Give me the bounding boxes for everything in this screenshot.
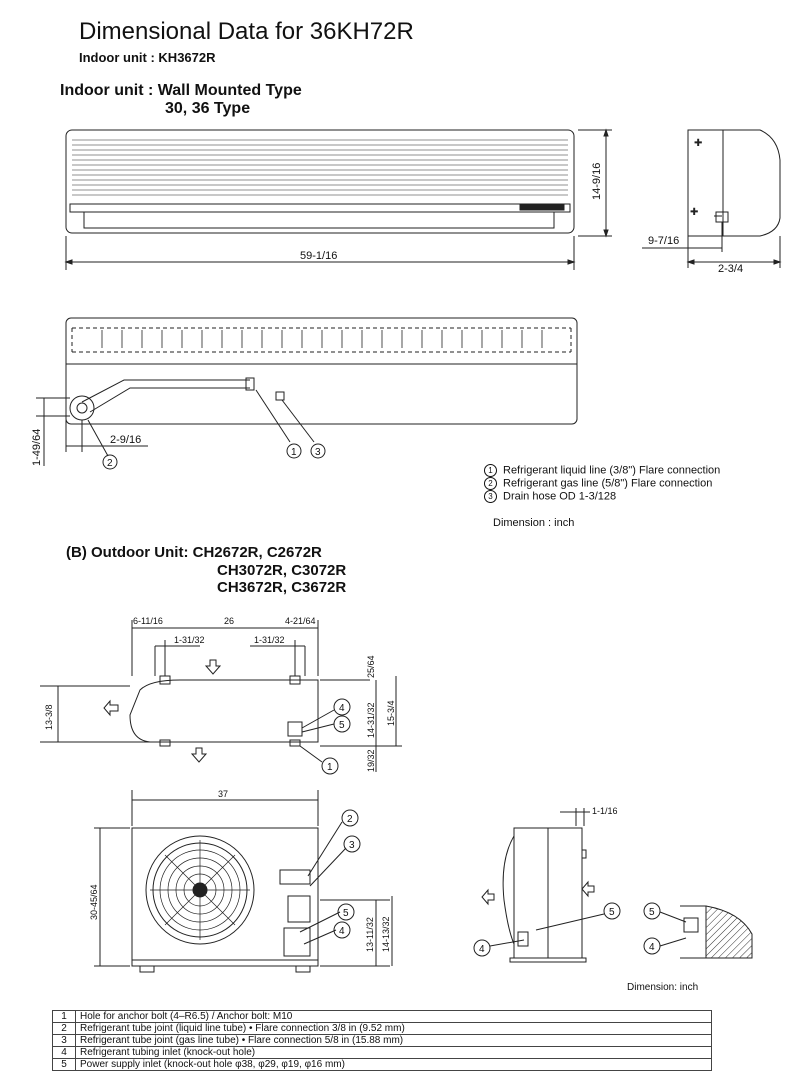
indoor-height-label: 14-9/16 [591,162,603,200]
outdoor-r1-label: 25/64 [366,655,376,678]
callout-number: 1 [291,447,297,458]
table-row [53,1035,712,1047]
indoor-heading: Indoor unit : Wall Mounted Type [60,82,302,99]
note-number: 2 [53,1023,76,1035]
indoor-pipe-height-label: 1-49/64 [31,428,43,466]
indoor-dimension-note: Dimension : inch [493,517,575,529]
outdoor-heading [66,544,322,561]
indoor-legend-item [484,490,616,503]
outdoor-front-width-label: 37 [218,789,229,799]
note-number: 3 [53,1035,76,1047]
outdoor-models-line1: CH2672R, C2672R [192,544,322,561]
note-number: 1 [53,1011,76,1023]
outdoor-models-line3: CH3672R, C3672R [217,579,347,596]
outdoor-front-h2-label: 14-13/32 [381,916,391,952]
callout-number: 4 [649,942,655,953]
page-title: Dimensional Data for 36KH72R [79,18,414,45]
outdoor-depth-label: 13-3/8 [44,704,54,730]
callout-number: 2 [347,814,353,825]
callout-number: 5 [609,907,615,918]
note-number: 4 [53,1047,76,1059]
outdoor-heading-prefix: (B) Outdoor Unit: [66,544,189,561]
note-text: Refrigerant tubing inlet (knock-out hole) [76,1047,712,1059]
outdoor-side-offset-label: 1-1/16 [592,806,618,816]
legend-number: 1 [484,464,497,477]
note-text: Refrigerant tube joint (gas line tube) • Flare connection 5/8 in (15.88 mm) [76,1035,712,1047]
outdoor-front-h1-label: 13-11/32 [365,917,375,952]
outdoor-side-callouts [474,903,620,956]
callout-number: 5 [343,908,349,919]
callout-number: 2 [107,458,113,469]
note-number: 5 [53,1059,76,1071]
table-row [53,1059,712,1071]
callout-number: 3 [315,447,321,458]
legend-text: Refrigerant liquid line (3/8") Flare connection [503,464,721,477]
outdoor-top-view [40,620,402,772]
outdoor-span-label: 26 [224,616,235,626]
indoor-heading-types: 30, 36 Type [165,100,251,117]
legend-number: 2 [484,477,497,490]
table-row [53,1011,712,1023]
indoor-depth-label: 2-3/4 [718,263,744,275]
indoor-width-label: 59-1/16 [300,250,338,262]
indoor-side-view [642,130,780,268]
indoor-side-offset-label: 9-7/16 [648,235,680,247]
outdoor-models-line2: CH3072R, C3072R [217,562,347,579]
outdoor-detail-view [660,906,752,958]
callout-number: 4 [479,944,485,955]
callout-number: 3 [349,840,355,851]
indoor-pipe-offset-label: 2-9/16 [110,434,142,446]
note-text: Power supply inlet (knock-out hole φ38, φ29, φ19, φ16 mm) [76,1059,712,1071]
table-row [53,1047,712,1059]
note-text: Hole for anchor bolt (4–R6.5) / Anchor bolt: M10 [76,1011,712,1023]
outdoor-bolt-left-label: 1-31/32 [174,635,205,645]
outdoor-dimension-note: Dimension: inch [627,982,699,993]
table-row [53,1023,712,1035]
outdoor-r2-label: 14-31/32 [366,702,376,738]
legend-text: Refrigerant gas line (5/8") Flare connection [503,477,713,490]
callout-number: 4 [339,703,345,714]
outdoor-r4-label: 19/32 [366,749,376,772]
outdoor-r3-label: 15-3/4 [386,700,396,726]
indoor-legend-item [484,464,720,477]
indoor-front-view [66,130,612,270]
callout-number: 4 [339,926,345,937]
screw-icon: ✚ [694,138,703,149]
legend-number: 3 [484,490,497,503]
legend-text: Drain hose OD 1-3/128 [503,490,617,503]
outdoor-bolt-right-label: 1-31/32 [254,635,285,645]
screw-icon: ✚ [690,207,699,218]
outdoor-side-view [482,808,604,962]
callout-number: 1 [327,762,333,773]
outdoor-left-offset-label: 6-11/16 [133,616,163,626]
outdoor-right-offset-label: 4-21/64 [285,616,316,626]
notes-table [52,1010,712,1071]
note-text: Refrigerant tube joint (liquid line tube) • Flare connection 3/8 in (9.52 mm) [76,1023,712,1035]
callout-number: 5 [649,907,655,918]
callout-number: 5 [339,720,345,731]
outdoor-front-height-label: 30-45/64 [89,884,99,920]
page-subtitle: Indoor unit : KH3672R [79,50,216,65]
indoor-legend-item [484,477,712,490]
